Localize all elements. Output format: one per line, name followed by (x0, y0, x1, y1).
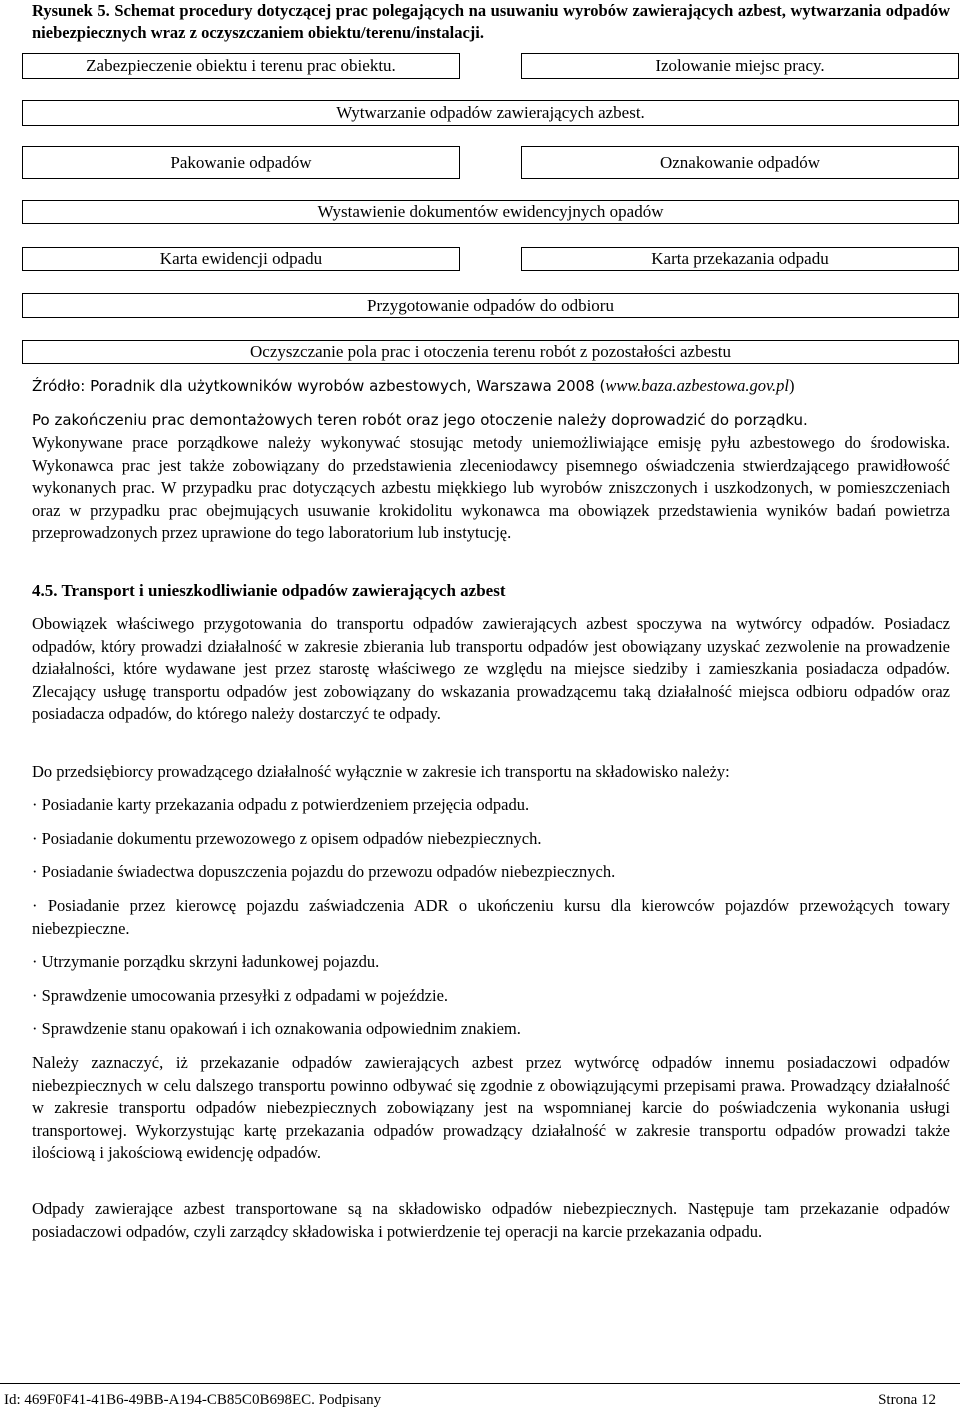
list-item: · Sprawdzenie stanu opakowań i ich oznakowania odpowiednim znakiem. (32, 1019, 521, 1038)
paragraph-2: Wykonywane prace porządkowe należy wykonywać stosując metody uniemożliwiające emisję pyłu azbestowego do środowiska. Wykonawca prac jest także zobowiązany do przedstawienia zleceniodawcy pisemnego oświadczenia stwierdzającego prawidłowość wykonanych prac. W przypadku prac dotyczących azbestu miękkiego lub wyrobów zniszczonych i uszkodzonych, w pomieszczeniach oraz w przypadku prac obejmujących usuwanie krokidolitu wykonawca ma obowiązek przedstawienia wyników badań powietrza przeprowadzonych przez uprawione do tego laboratorium lub instytucję. (32, 433, 950, 543)
diagram-box-prepare: Przygotowanie odpadów do odbioru (22, 293, 959, 318)
paragraph-3: Obowiązek właściwego przygotowania do transportu odpadów zawierających azbest spoczywa na wytwórcy odpadów. Posiadacz odpadów, który prowadzi działalność w zakresie zbierania lub transportu odpadów jest obowiązany uzyskać zezwolenie na prowadzenie działalności, które wydawane jest przez starostę właściwego ze względu na miejsce siedziby i zamieszkania posiadacza odpadów. Zlecający usługę transportu odpadów jest zobowiązany do wskazania prowadzącemu taką działalność miejsca odbioru odpadów oraz posiadacza odpadów, do którego należy dostarczyć te odpady. (32, 614, 950, 724)
list-item: · Utrzymanie porządku skrzyni ładunkowej pojazdu. (32, 952, 380, 971)
page-number: Strona 12 (878, 1392, 936, 1408)
figure-source (32, 375, 795, 397)
list-item: · Sprawdzenie umocowania przesyłki z odpadami w pojeździe. (32, 986, 449, 1005)
section-heading: 4.5. Transport i unieszkodliwianie odpadów zawierających azbest (32, 581, 506, 600)
list-item: · Posiadanie świadectwa dopuszczenia pojazdu do przewozu odpadów niebezpiecznych. (32, 862, 616, 881)
paragraph-5: Należy zaznaczyć, iż przekazanie odpadów zawierających azbest przez wytwórcę odpadów innemu posiadaczowi odpadów niebezpiecznych w celu dalszego transportu powinno odbywać się zgodnie z obowiązującymi przepisami prawa. Prowadzący działalność w zakresie transportu odpadów niebezpiecznych zobowiązany jest na wspomnianej karcie do poświadczenia wykonania usługi transportowej. Wykorzystując kartę przekazania odpadów prowadzący działalność w zakresie transportu odpadów prowadzi także ilościową i jakościową ewidencję odpadów. (32, 1053, 950, 1163)
page-footer (0, 1383, 960, 1412)
diagram-box-securing: Zabezpieczenie obiektu i terenu prac obiektu. (22, 53, 460, 79)
source-link[interactable]: www.baza.azbestowa.gov.pl (605, 376, 790, 395)
paragraph-1: Po zakończeniu prac demontażowych teren robót oraz jego otoczenie należy doprowadzić do porządku. (32, 411, 808, 429)
list-item: · Posiadanie dokumentu przewozowego z opisem odpadów niebezpiecznych. (32, 829, 542, 848)
list-item: · Posiadanie przez kierowcę pojazdu zaświadczenia ADR o ukończeniu kursu dla kierowców pojazdów przewożących towary niebezpieczne. (32, 896, 950, 938)
figure-caption: Rysunek 5. Schemat procedury dotyczącej prac polegających na usuwaniu wyrobów zawierających azbest, wytwarzania odpadów niebezpiecznych wraz z oczyszczaniem obiektu/terenu/instalacji. (32, 1, 950, 42)
list-item: · Posiadanie karty przekazania odpadu z potwierdzeniem przejęcia odpadu. (32, 795, 530, 814)
diagram-box-record-card: Karta ewidencji odpadu (22, 247, 460, 271)
diagram-box-cleaning: Oczyszczanie pola prac i otoczenia terenu robót z pozostałości azbestu (22, 340, 959, 364)
paragraph-4: Do przedsiębiorcy prowadzącego działalność wyłącznie w zakresie ich transportu na składowisko należy: (32, 762, 730, 781)
diagram-box-generating: Wytwarzanie odpadów zawierających azbest. (22, 100, 959, 126)
paragraph-6: Odpady zawierające azbest transportowane są na składowisko odpadów niebezpiecznych. Następuje tam przekazanie odpadów posiadaczowi odpadów, czyli zarządcy składowiska i potwierdzenie tej operacji na karcie przekazania odpadu. (32, 1199, 950, 1241)
source-prefix: Źródło: Poradnik dla użytkowników wyrobów azbestowych, Warszawa 2008 ( (32, 377, 606, 395)
source-suffix: ) (789, 376, 795, 395)
diagram-box-isolating: Izolowanie miejsc pracy. (521, 53, 959, 79)
diagram-box-marking: Oznakowanie odpadów (521, 146, 959, 179)
diagram-box-documents: Wystawienie dokumentów ewidencyjnych opadów (22, 200, 959, 224)
diagram-box-packing: Pakowanie odpadów (22, 146, 460, 179)
diagram-box-transfer-card: Karta przekazania odpadu (521, 247, 959, 271)
document-id: Id: 469F0F41-41B6-49BB-A194-CB85C0B698EC. Podpisany (4, 1392, 382, 1408)
